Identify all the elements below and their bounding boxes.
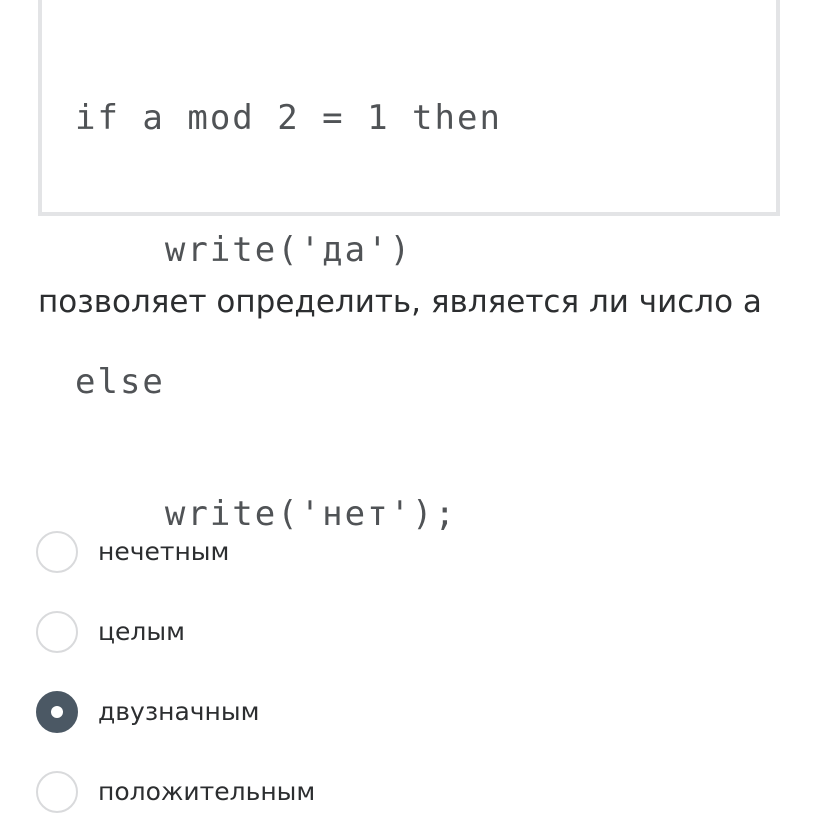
radio-button[interactable]: [36, 531, 78, 573]
code-line: if a mod 2 = 1 then: [75, 98, 502, 138]
radio-dot-icon: [51, 706, 63, 718]
code-line: else: [75, 362, 165, 402]
option-two-digit[interactable]: [36, 691, 315, 771]
option-positive[interactable]: [36, 771, 315, 829]
option-integer[interactable]: [36, 611, 315, 691]
option-label: положительным: [98, 777, 316, 806]
radio-button[interactable]: [36, 771, 78, 813]
option-label: целым: [98, 617, 185, 646]
option-label: двузначным: [98, 697, 260, 726]
option-label: нечетным: [98, 537, 230, 566]
radio-button[interactable]: [36, 611, 78, 653]
answer-options: [36, 531, 315, 829]
question-text: позволяет определить, является ли число а: [38, 284, 762, 320]
code-line: write('да'): [75, 230, 413, 270]
option-odd[interactable]: [36, 531, 315, 611]
radio-button-selected[interactable]: [36, 691, 78, 733]
code-line: write('нет');: [75, 494, 457, 534]
